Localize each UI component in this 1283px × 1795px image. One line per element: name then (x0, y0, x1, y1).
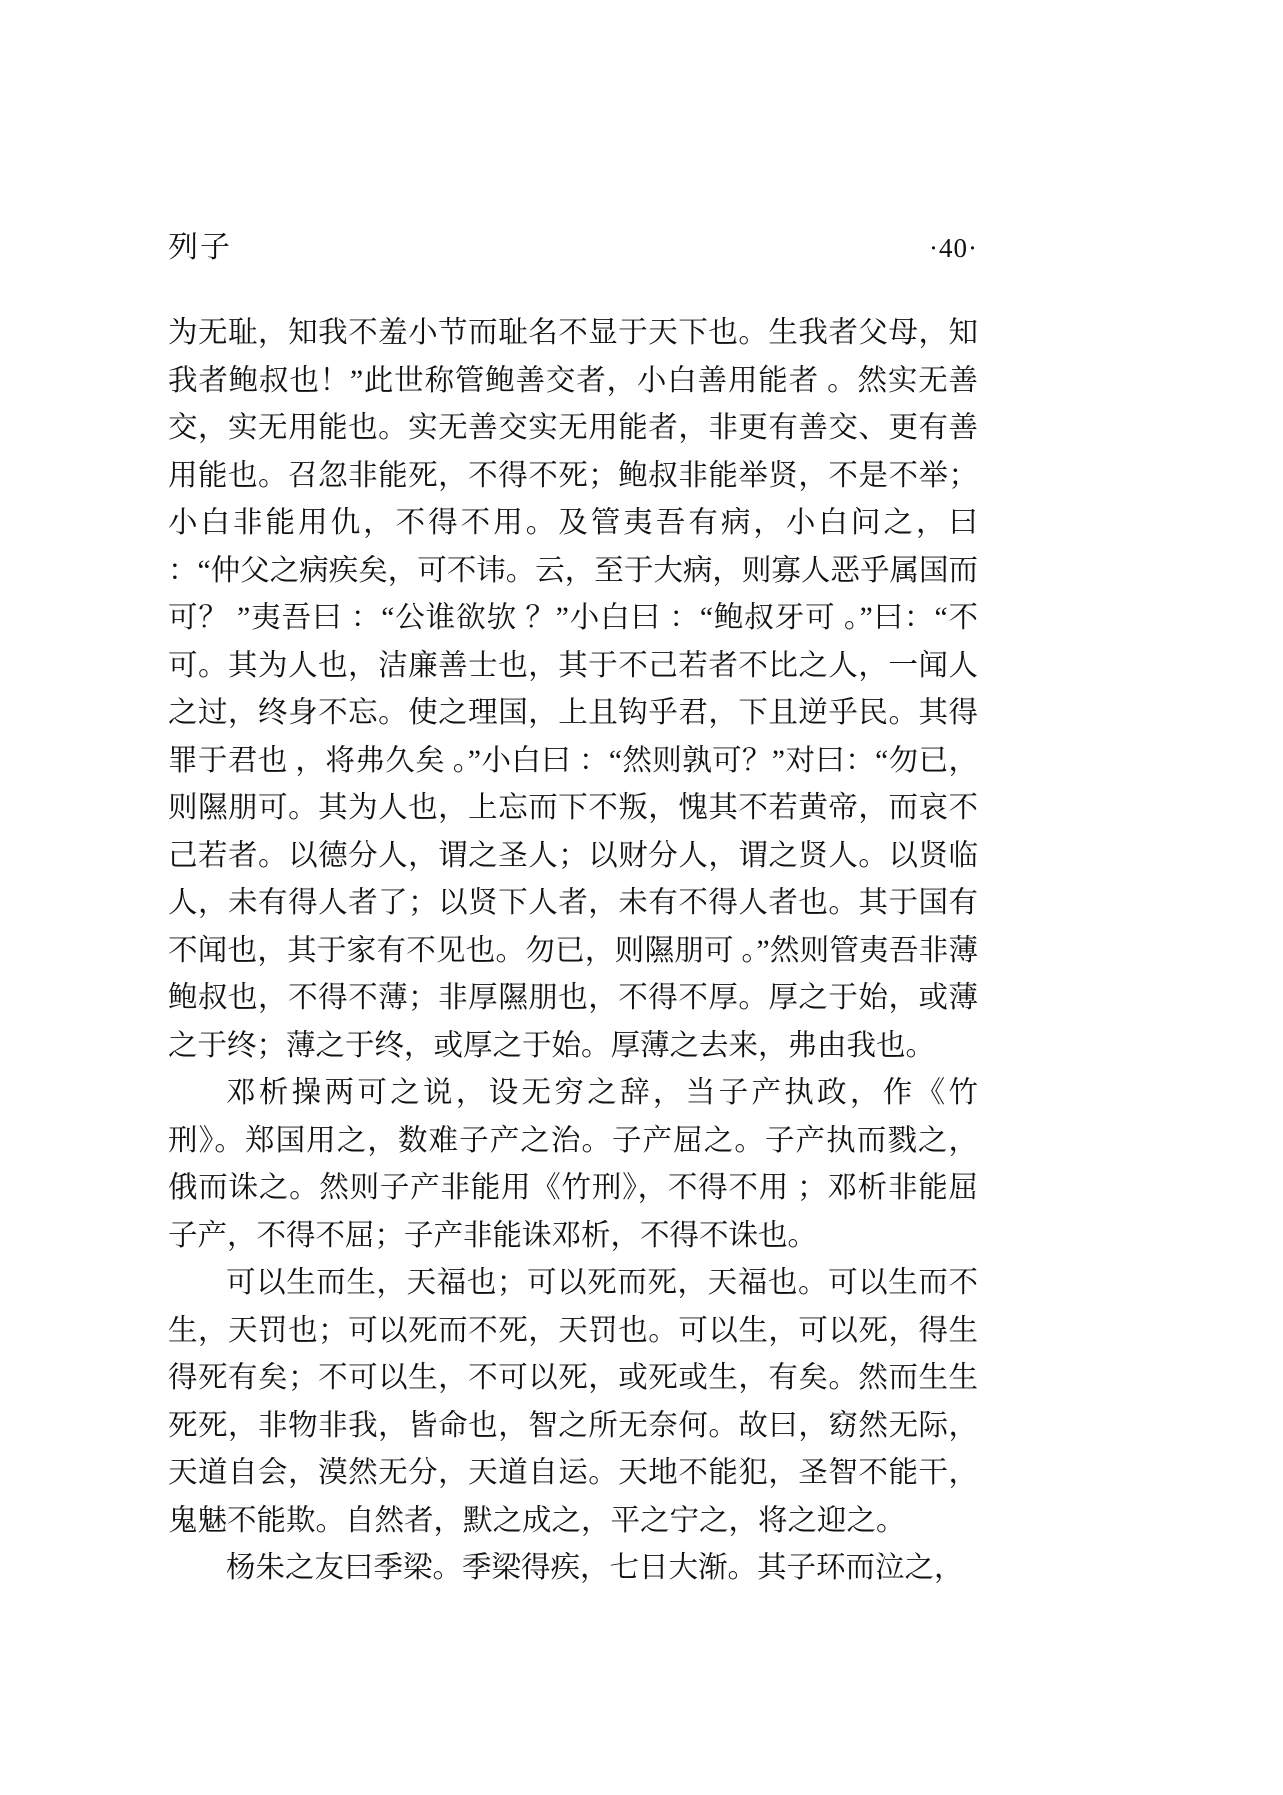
book-title: 列子 (168, 231, 232, 264)
paragraph: 为无耻，知我不羞小节而耻名不显于天下也。生我者父母，知我者鲍叔也！”此世称管鲍善交者，小白善用能者 。然实无善交，实无用能也。实无善交实无用能者，非更有善交、更有善用能也。召忽非能死，不得不死；鲍叔非能举贤，不是不举；小白非能用仇，不得不用。及管夷吾有病，小白问之，曰 ：“仲父之病疾矣，可不讳。云，至于大病，则寡人恶乎属国而可？ ”夷吾曰 ：“公谁欲欤 ？”小白曰 ：“鲍叔牙可 。”曰：“不可。其为人也，洁廉善士也，其于不己若者不比之人，一闻人之过，终身不忘。使之理国，上且钩乎君，下且逆乎民。其得罪于君也 ，将弗久矣 。”小白曰 ：“然则孰可？”对曰：“勿已，则隰朋可。其为人也，上忘而下不叛，愧其不若黄帝，而哀不己若者。以德分人，谓之圣人；以财分人，谓之贤人。以贤临人，未有得人者了；以贤下人者，未有不得人者也。其于国有不闻也，其于家有不见也。勿已，则隰朋可 。”然则管夷吾非薄鲍叔也，不得不薄；非厚隰朋也，不得不厚。厚之于始，或薄之于终；薄之于终，或厚之于始。厚薄之去来，弗由我也。 (168, 317, 978, 1062)
body-text (168, 310, 978, 1593)
paragraph: 邓析操两可之说，设无穷之辞，当子产执政，作《竹刑》。郑国用之，数难子产之治。子产屈之。子产执而戮之，俄而诛之。然则子产非能用《竹刑》，不得不用 ；邓析非能屈子产，不得不屈；子产非能诛邓析，不得不诛也。 (168, 1077, 978, 1252)
page-number: ·40· (929, 233, 978, 263)
paragraph: 杨朱之友曰季梁。季梁得疾，七日大渐。其子环而泣之， (226, 1552, 964, 1584)
page-content-area (168, 222, 978, 1593)
paragraph: 可以生而生，天福也；可以死而死，天福也。可以生而不生，天罚也；可以死而不死，天罚也。可以生，可以死，得生得死有矣；不可以生，不可以死，或死或生，有矣。然而生生死死，非物非我，皆命也，智之所无奈何。故曰，窈然无际，天道自会，漠然无分，天道自运。天地不能犯，圣智不能干，鬼魅不能欺。自然者，默之成之，平之宁之，将之迎之。 (168, 1267, 978, 1537)
page-header (168, 222, 978, 266)
